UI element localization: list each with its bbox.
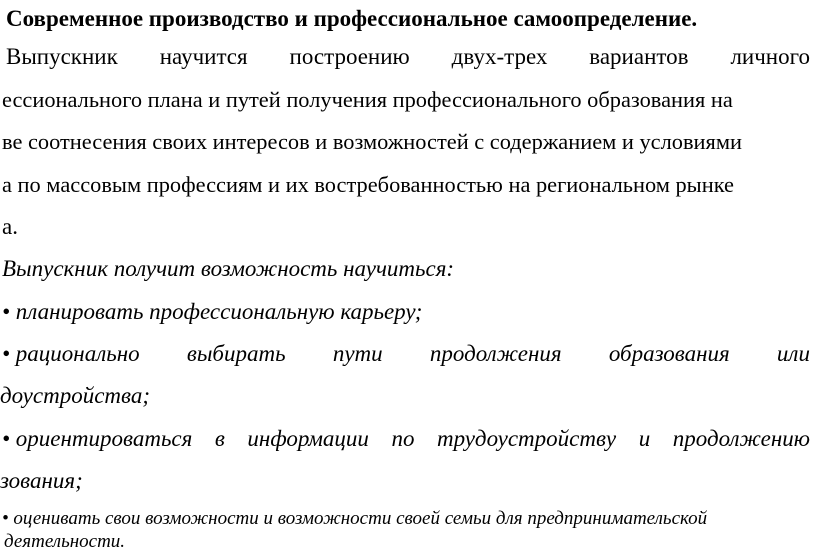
para1-line3: ве соотнесения своих интересов и возможностей с содержанием и условиями: [2, 129, 742, 154]
word: информации: [247, 426, 369, 451]
word: в: [214, 426, 225, 451]
bullet-3-line1: [2, 424, 810, 454]
word: по: [391, 426, 415, 451]
heading: Современное производство и профессиональное самоопределение.: [6, 6, 698, 31]
word: трудоустройству: [436, 426, 617, 451]
word: вариантов: [589, 44, 689, 69]
word: пути: [332, 341, 383, 366]
word: научится: [159, 44, 248, 69]
word: Выпускник: [6, 44, 118, 69]
word: и: [638, 426, 651, 451]
word: выбирать: [186, 341, 286, 366]
bullet-2-line1: [2, 339, 810, 369]
bullet-4-line1: • оценивать свои возможности и возможности своей семьи для предпринимательской: [2, 508, 708, 529]
bullet-1: • планировать профессиональную карьеру;: [2, 299, 423, 324]
word: двух-трех: [451, 44, 548, 69]
word: или: [776, 341, 810, 366]
bullet-3-line2: зования;: [0, 468, 83, 493]
word: продолжению: [672, 426, 810, 451]
word: • рационально: [2, 341, 140, 366]
para1-line1: [6, 42, 810, 72]
para1-line5: а.: [2, 214, 18, 239]
bullet-4-line2: деятельности.: [4, 531, 126, 552]
para1-line2: ессионального плана и путей получения профессионального образования на: [2, 87, 733, 112]
word: продолжения: [429, 341, 562, 366]
word: построению: [289, 44, 410, 69]
word: образования: [608, 341, 730, 366]
para1-line4: а по массовым профессиям и их востребованностью на региональном рынке: [2, 172, 734, 197]
word: • ориентироваться: [2, 426, 193, 451]
opportunity-heading: Выпускник получит возможность научиться:: [2, 256, 455, 281]
word: личного: [730, 44, 810, 69]
bullet-2-line2: доустройства;: [0, 383, 151, 408]
